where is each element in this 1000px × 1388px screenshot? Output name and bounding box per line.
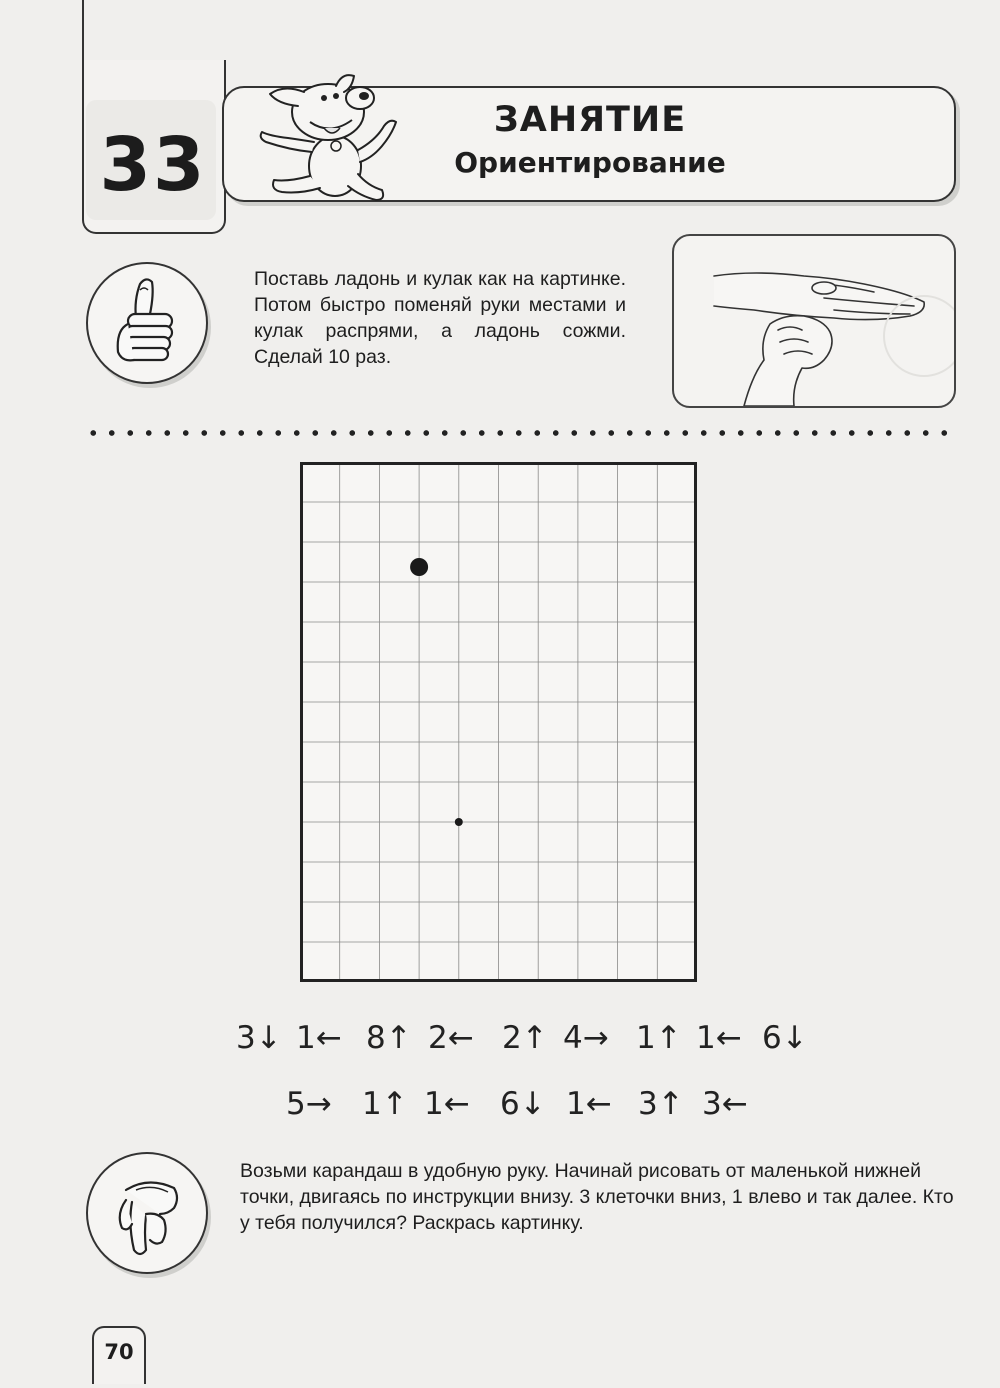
thumbs-up-circle (86, 262, 208, 384)
hands-illustration (672, 234, 956, 408)
move-command: 6↓ (500, 1086, 546, 1122)
move-command: 1↑ (636, 1020, 682, 1056)
thumbs-up-glove-icon (88, 264, 206, 382)
move-command: 1← (296, 1020, 342, 1056)
exercise-instructions: Поставь ладонь и кулак как на картинке. Потом быстро поменяй руки местами и кулак распрями, а ладонь сожми. Сделай 10 раз. (254, 268, 626, 368)
move-command: 2← (428, 1020, 474, 1056)
move-command: 6↓ (762, 1020, 808, 1056)
dog-mascot-icon (240, 66, 410, 206)
task-instructions: Возьми карандаш в удобную руку. Начинай рисовать от маленькой нижней точки, двигаясь по инструкции внизу. 3 клеточки вниз, 1 влево и так далее. Кто у тебя получился? Раскрась картинку. (240, 1160, 954, 1234)
move-command: 5→ (286, 1086, 332, 1122)
move-command: 2↑ (502, 1020, 548, 1056)
move-command: 3↑ (638, 1086, 684, 1122)
move-command: 1← (696, 1020, 742, 1056)
lesson-subtitle: Ориентирование (454, 146, 726, 179)
palm-and-fist-hands-icon (674, 236, 954, 406)
lesson-title: ЗАНЯТИЕ (493, 100, 687, 140)
move-command: 3← (702, 1086, 748, 1122)
move-command: 1← (566, 1086, 612, 1122)
move-command: 8↑ (366, 1020, 412, 1056)
eye-dot (410, 558, 428, 576)
page-number: 70 (104, 1340, 134, 1364)
lesson-number: 33 (99, 122, 207, 208)
dotted-separator (84, 430, 960, 436)
move-command: 1← (424, 1086, 470, 1122)
pointing-hand-circle (86, 1152, 208, 1274)
pointing-glove-icon (88, 1154, 206, 1272)
drawing-grid[interactable] (300, 462, 697, 982)
move-command: 4→ (563, 1020, 609, 1056)
move-command: 3↓ (236, 1020, 282, 1056)
move-command: 1↑ (362, 1086, 408, 1122)
start-dot (455, 818, 463, 826)
